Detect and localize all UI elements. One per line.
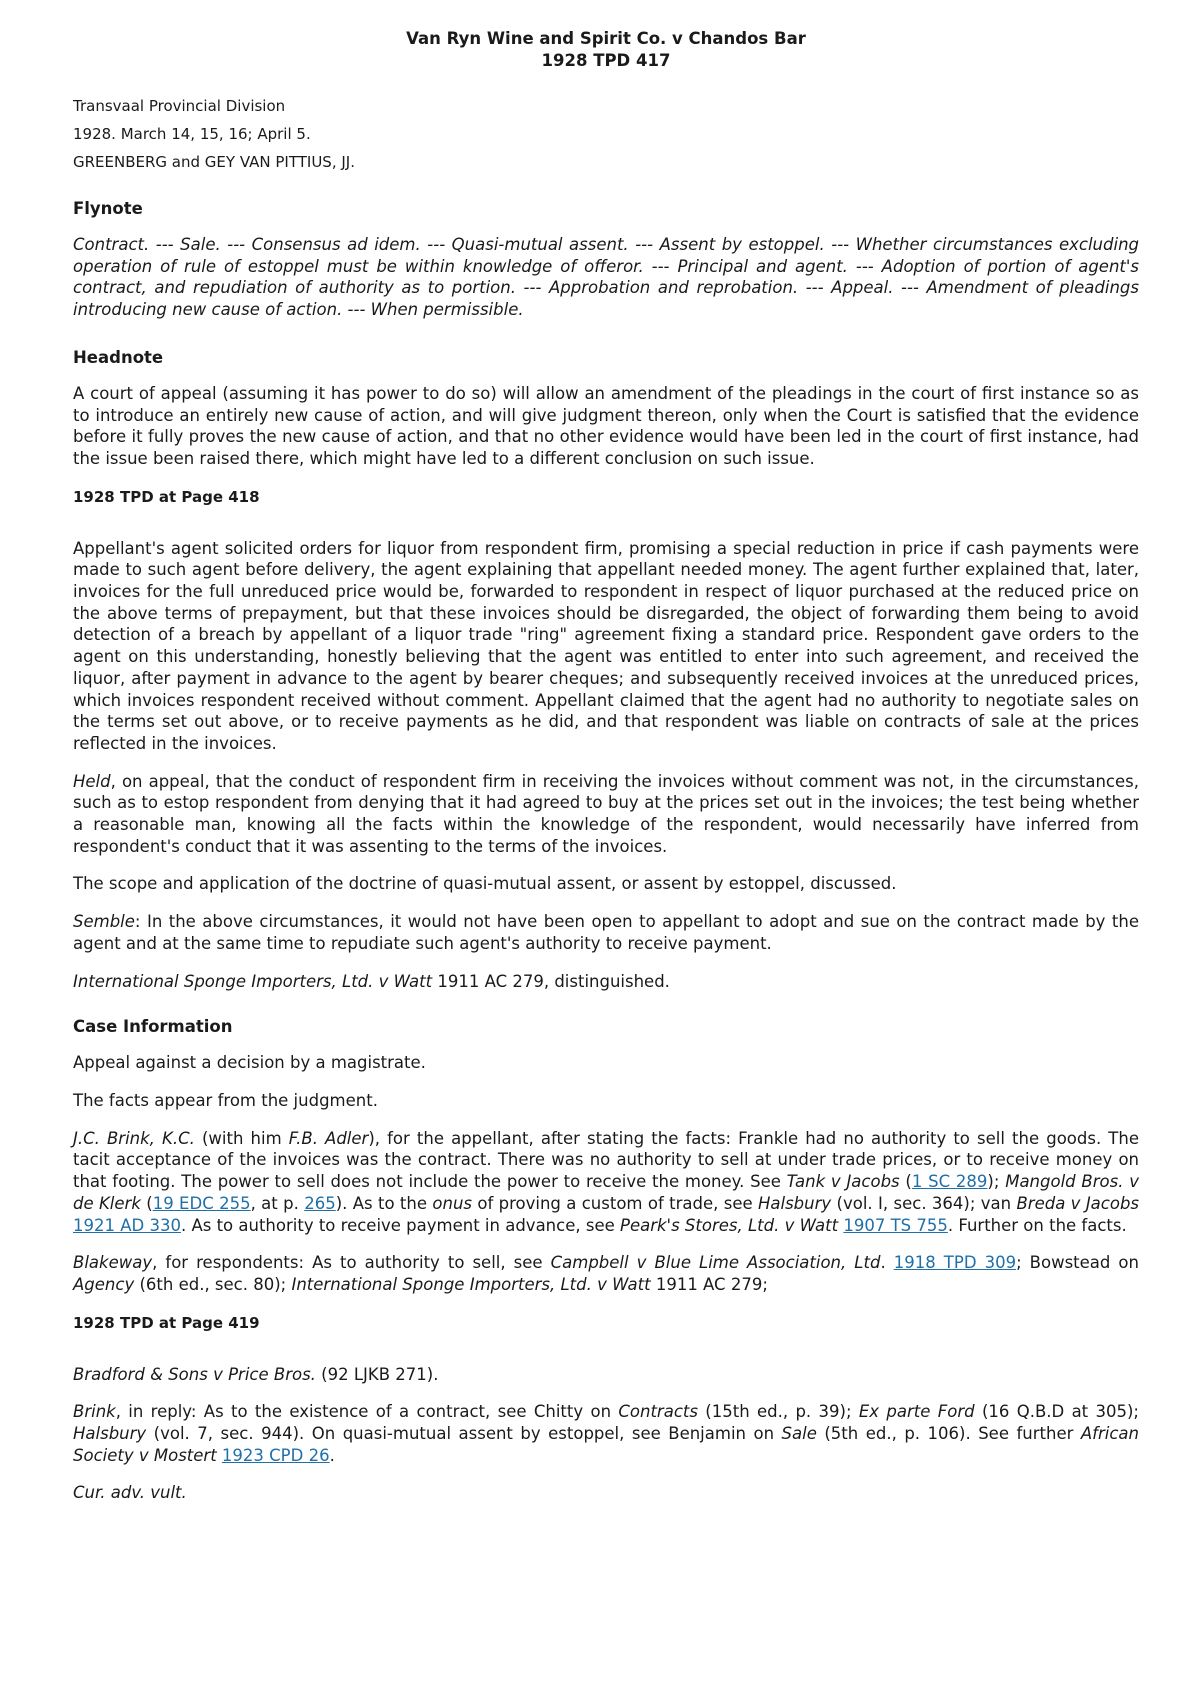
semble-label: Semble (73, 912, 135, 932)
text-run: . (329, 1445, 335, 1465)
respondent-argument-paragraph (73, 1252, 1139, 1295)
text-run: (16 Q.B.D at 305); (974, 1402, 1139, 1422)
case-information-heading: Case Information (73, 1017, 233, 1037)
text-run: ), for the appellant, after stating the facts: Frankle had no authority to sell the goods. The tacit acceptance of the invoices was the contract. There was no authority to sell at under trade prices, or to receive money on that footing. The power to sell does not include the power to receive the money. See (73, 1128, 1139, 1192)
case-name: International Sponge Importers, Ltd. v Watt (291, 1274, 651, 1294)
bradford-paragraph (73, 1364, 1139, 1386)
contracts-ref: Contracts (618, 1402, 698, 1422)
headnote-paragraph-1: A court of appeal (assuming it has power to do so) will allow an amendment of the pleadings in the court of first instance so as to introduce an entirely new cause of action, and will give judgment thereon, only when the Court is satisfied that the evidence before it fully proves the new cause of action, and that no other evidence would have been led in the court of first instance, had the issue been raised there, which might have led to a different conclusion on such issue. (73, 383, 1139, 468)
counsel-name: Brink (73, 1402, 116, 1422)
text-run: , in reply: As to the existence of a contract, see Chitty on (115, 1402, 619, 1422)
case-name: Peark's Stores, Ltd. v Watt (620, 1215, 839, 1235)
case-name: African Society v Mostert (73, 1424, 1139, 1465)
case-citation: 1928 TPD 417 (541, 51, 671, 70)
citation-link-1sc289[interactable]: 1 SC 289 (911, 1172, 988, 1192)
headnote-paragraph-4: The scope and application of the doctrine of quasi-mutual assent, or assent by estoppel, discussed. (73, 874, 897, 894)
case-name: Ex parte Ford (858, 1402, 975, 1422)
case-name: Campbell v Blue Lime Association, Ltd (550, 1253, 881, 1273)
text-run: . As to authority to receive payment in advance, see (180, 1215, 620, 1235)
text-run: of proving a custom of trade, see (472, 1193, 758, 1213)
text-run: ( (140, 1193, 153, 1213)
page-reference-418: 1928 TPD at Page 418 (73, 487, 260, 506)
case-name: Breda v Jacobs (1016, 1193, 1140, 1213)
text-run: 1911 AC 279; (650, 1274, 768, 1294)
cur-adv-vult: Cur. adv. vult. (73, 1483, 187, 1503)
case-meta (73, 92, 1139, 176)
held-text: , on appeal, that the conduct of respondent firm in receiving the invoices without comment was not, in the circumstances, such as to estop respondent from denying that it had agreed to buy at the prices set out in the invoices; the test being whether a reasonable man, knowing all the facts within the knowledge of the respondent, would necessarily have inferred from respondent's conduct that it was assenting to the terms of the invoices. (73, 771, 1139, 856)
text-run: (with him (194, 1128, 289, 1148)
flynote-text: Contract. --- Sale. --- Consensus ad idem. --- Quasi-mutual assent. --- Assent by estoppel. --- Whether circumstances excluding operation of rule of estoppel must be within knowledge of offeror. --- Principal and agent. --- Adoption of portion of agent's contract, and repudiation of authority as to portion. --- Approbation and reprobation. --- Appeal. --- Amendment of pleadings introducing new cause of action. --- When permissible. (73, 235, 1139, 320)
text-run: (5th ed., p. 106). See further (816, 1424, 1081, 1444)
text-run: ; Bowstead on (1016, 1253, 1139, 1273)
text-run: , at p. (250, 1193, 305, 1213)
case-info-paragraph-1: Appeal against a decision by a magistrate. (73, 1053, 426, 1073)
text-run: ( (899, 1172, 912, 1192)
text-run: , for respondents: As to authority to sell, see (152, 1253, 551, 1273)
onus-term: onus (432, 1193, 472, 1213)
case-name: Bradford & Sons v Price Bros. (73, 1364, 316, 1384)
counsel-name: F.B. Adler (288, 1128, 369, 1148)
sale-ref: Sale (781, 1424, 817, 1444)
case-name: Mangold Bros. v de Klerk (73, 1172, 1139, 1213)
agency-ref: Agency (73, 1274, 135, 1294)
hearing-dates: 1928. March 14, 15, 16; April 5. (73, 125, 311, 143)
citation-link-1921ad330[interactable]: 1921 AD 330 (73, 1215, 181, 1235)
case-title-block (73, 28, 1139, 72)
citation-link-265[interactable]: 265 (304, 1193, 336, 1213)
text-run: ); (987, 1172, 1006, 1192)
citation-link-1923cpd26[interactable]: 1923 CPD 26 (221, 1445, 330, 1465)
reply-paragraph (73, 1401, 1139, 1466)
text-run: (vol. 7, sec. 944). On quasi-mutual assent by estoppel, see Benjamin on (146, 1424, 782, 1444)
text-run: (6th ed., sec. 80); (134, 1274, 292, 1294)
semble-text: : In the above circumstances, it would not have been open to appellant to adopt and sue on the contract made by the agent and at the same time to repudiate such agent's authority to receive payment. (73, 912, 1139, 953)
flynote-heading: Flynote (73, 199, 143, 218)
headnote-heading: Headnote (73, 347, 164, 367)
text-run: ). As to the (335, 1193, 433, 1213)
document-page (73, 28, 1139, 1520)
page-reference-419: 1928 TPD at Page 419 (73, 1313, 260, 1332)
case-reference-text: 1911 AC 279, distinguished. (432, 971, 670, 991)
court-name: Transvaal Provincial Division (73, 97, 286, 115)
text-run: (vol. I, sec. 364); van (831, 1193, 1017, 1213)
citation-link-19edc255[interactable]: 19 EDC 255 (152, 1193, 251, 1213)
halsbury-ref: Halsbury (757, 1193, 832, 1213)
appellant-argument-paragraph (73, 1128, 1139, 1237)
halsbury-ref: Halsbury (73, 1424, 147, 1444)
text-run: . (880, 1253, 894, 1273)
case-name: International Sponge Importers, Ltd. v Watt (73, 971, 433, 991)
counsel-name: J.C. Brink, K.C. (73, 1128, 195, 1148)
case-title: Van Ryn Wine and Spirit Co. v Chandos Bar (406, 29, 806, 48)
text-run: . Further on the facts. (947, 1215, 1127, 1235)
case-name: Tank v Jacobs (786, 1172, 900, 1192)
headnote-paragraph-2: Appellant's agent solicited orders for liquor from respondent firm, promising a special reduction in price if cash payments were made to such agent before delivery, the agent explaining that appellant needed money. The agent further explained that, later, invoices for the full unreduced price would be, forwarded to respondent in respect of liquor purchased at the reduced price on the above terms of prepayment, but that these invoices should be disregarded, the object of forwarding them being to avoid detection of a breach by appellant of a liquor trade "ring" agreement fixing a standard price. Respondent gave orders to the agent on this understanding, honestly believing that the agent was entitled to enter into such agreement, and received the liquor, after payment in advance to the agent by bearer cheques; and subsequently received invoices at the unreduced prices, which invoices respondent received without comment. Appellant claimed that the agent had no authority to negotiate sales on the terms set out above, or to receive payments as he did, and that respondent was liable on contracts of sale at the prices reflected in the invoices. (73, 538, 1139, 753)
held-label: Held (73, 771, 111, 791)
judges: GREENBERG and GEY VAN PITTIUS, JJ. (73, 153, 355, 171)
headnote-distinguished-paragraph (73, 971, 1139, 993)
case-info-paragraph-2: The facts appear from the judgment. (73, 1090, 378, 1110)
headnote-semble-paragraph (73, 911, 1139, 954)
text-run: (92 LJKB 271). (315, 1364, 439, 1384)
citation-link-1918tpd309[interactable]: 1918 TPD 309 (893, 1253, 1017, 1273)
headnote-held-paragraph (73, 771, 1139, 858)
text-run: (15th ed., p. 39); (697, 1402, 859, 1422)
citation-link-1907ts755[interactable]: 1907 TS 755 (843, 1215, 948, 1235)
counsel-name: Blakeway (73, 1253, 153, 1273)
